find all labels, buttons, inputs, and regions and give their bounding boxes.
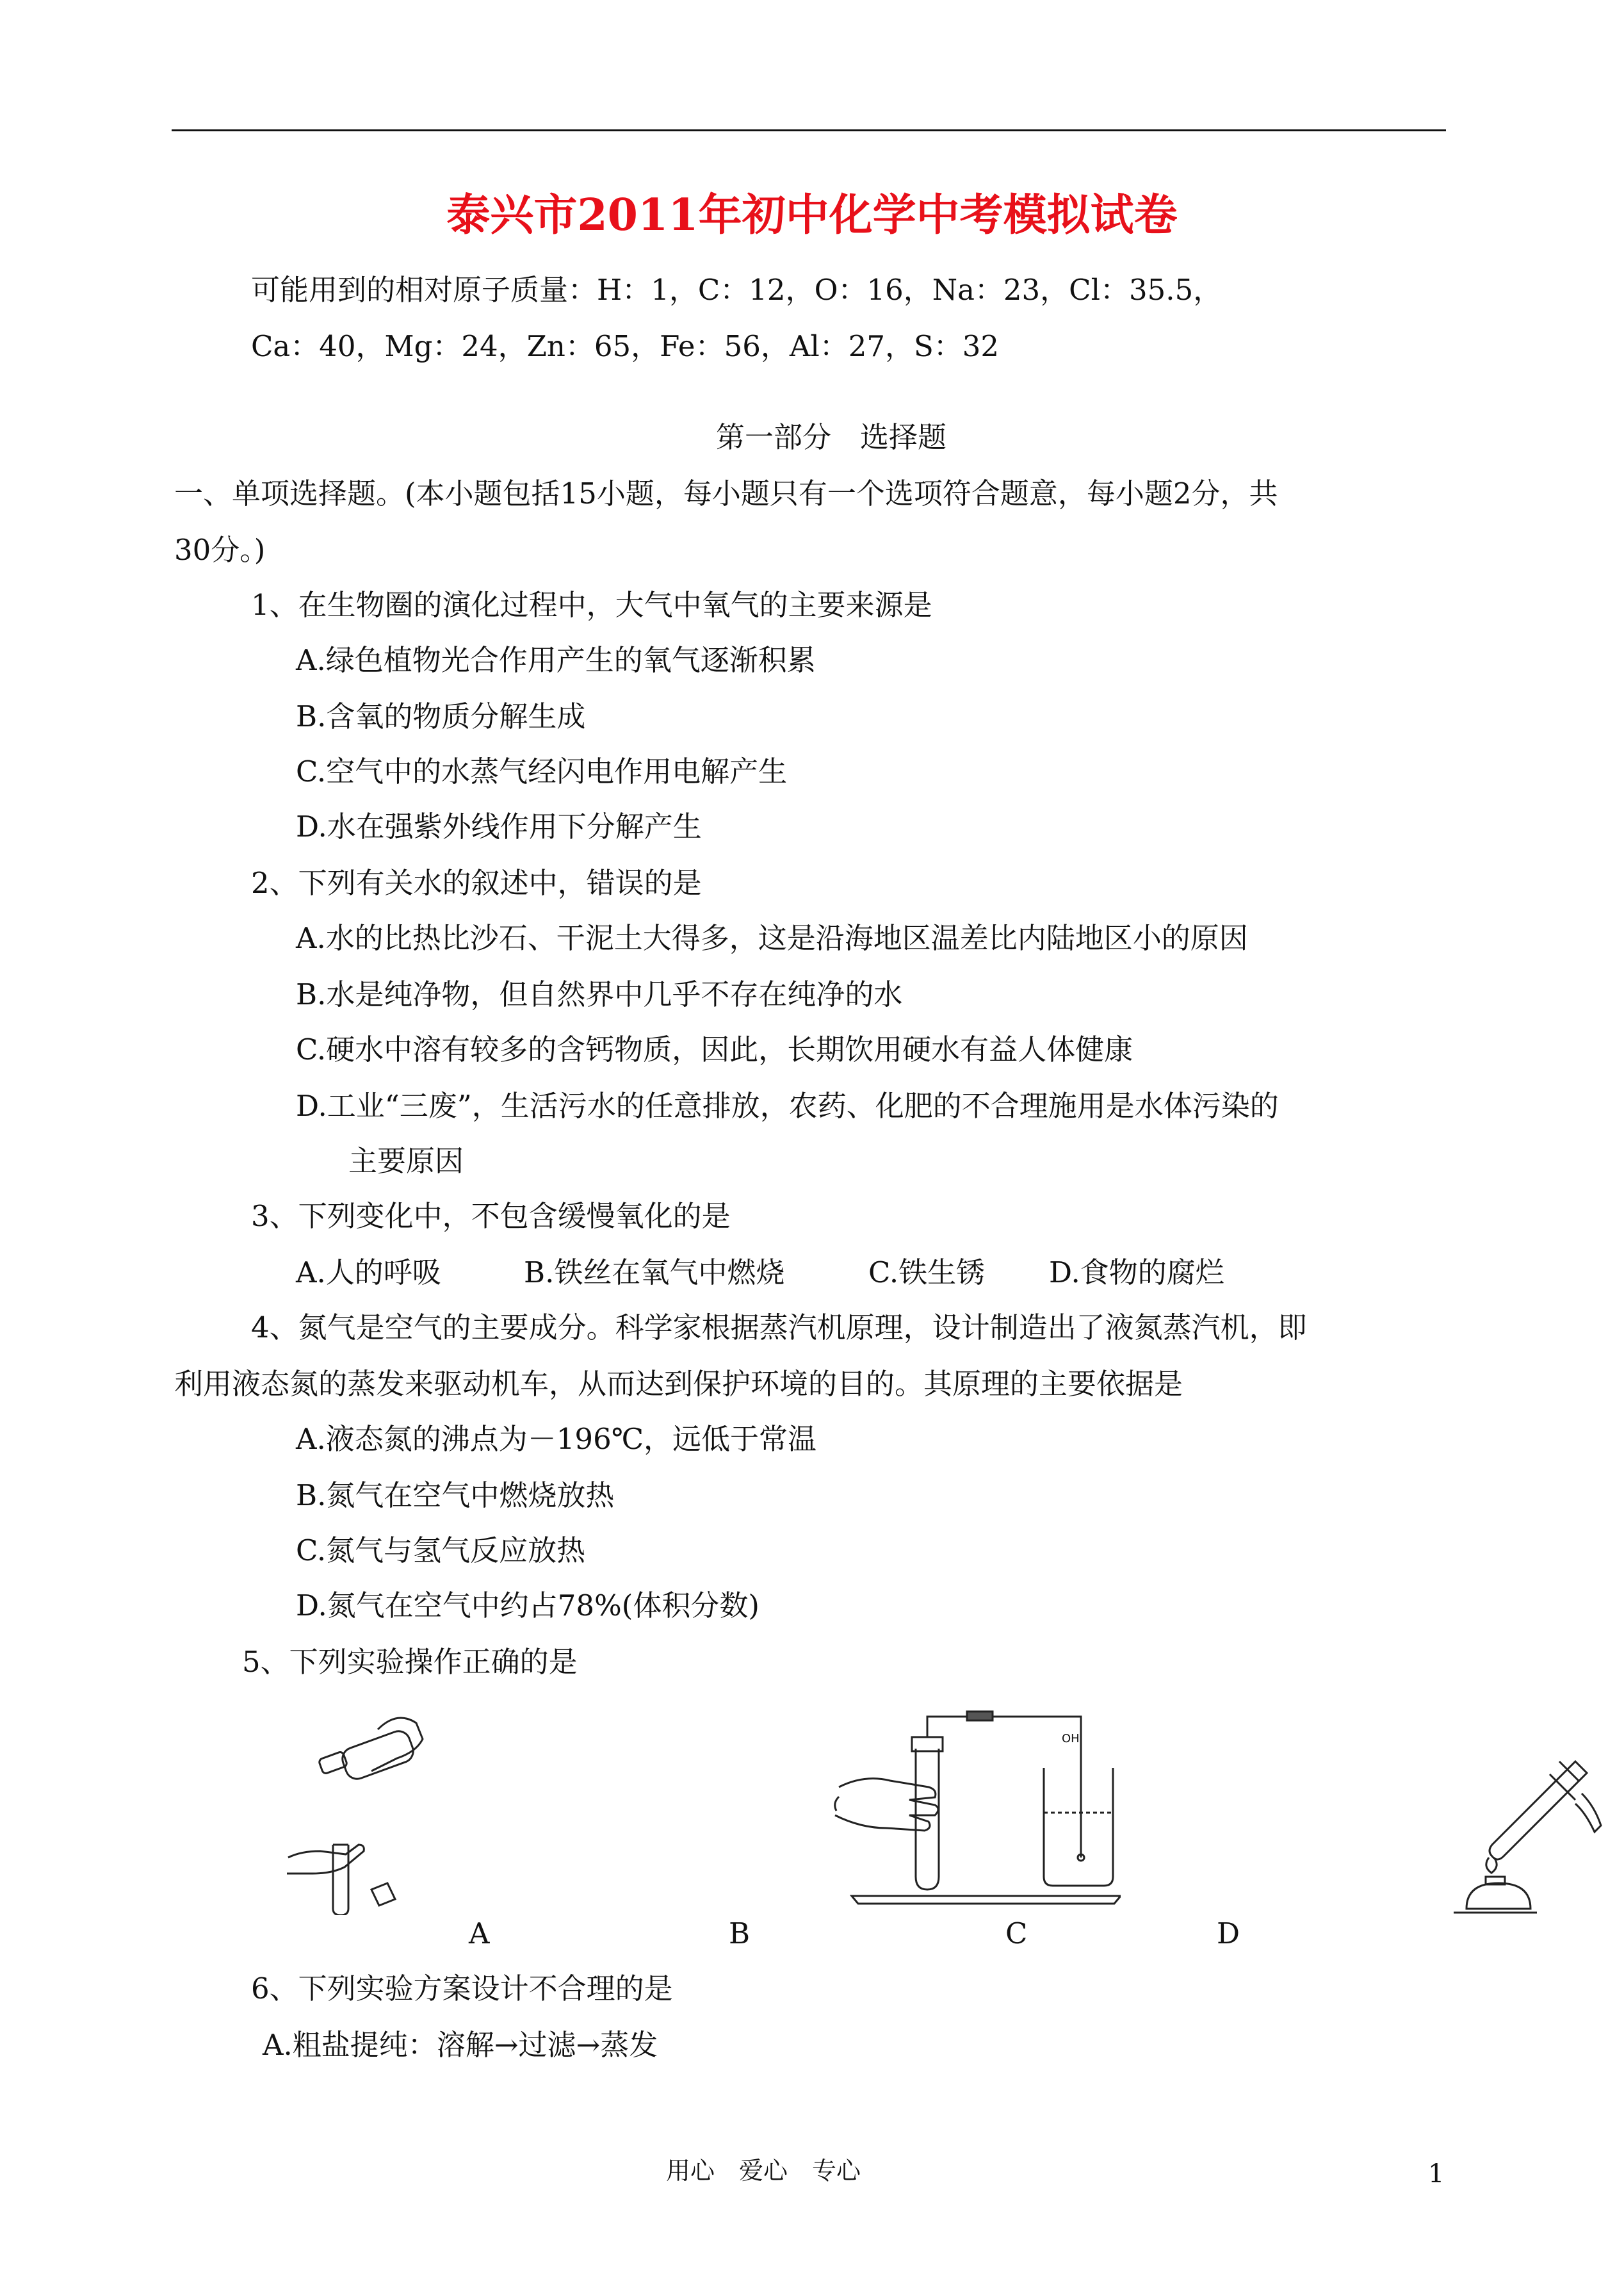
section-heading-line-1: 一、单项选择题。(本小题包括15小题，每小题只有一个选项符合题意，每小题2分，共 <box>174 477 1278 510</box>
figure-label-c: C <box>1005 1916 1028 1950</box>
question-2-option-d-continued: 主要原因 <box>348 1144 464 1178</box>
question-4-line-1: 4、氮气是空气的主要成分。科学家根据蒸汽机原理，设计制造出了液氮蒸汽机，即 <box>251 1311 1307 1344</box>
question-1-option-a: A.绿色植物光合作用产生的氧气逐渐积累 <box>296 643 816 677</box>
figure-d-tube-holder <box>1550 1761 1579 1800</box>
figure-bc-delivery-tube <box>927 1717 1081 1858</box>
question-3-option-c: C.铁生锈 <box>868 1255 986 1289</box>
question-1-stem: 1、在生物圈的演化过程中，大气中氧气的主要来源是 <box>251 588 932 622</box>
part-title: 第一部分 选择题 <box>716 420 947 454</box>
question-2-option-b: B.水是纯净物，但自然界中几乎不存在纯净的水 <box>296 977 903 1011</box>
figure-a-hand-lower <box>287 1845 364 1874</box>
figure-d-test-tube <box>1490 1761 1587 1859</box>
figure-bc-beaker <box>1044 1768 1113 1886</box>
figure-bc-hand <box>835 1779 938 1831</box>
question-3-option-a: A.人的呼吸 <box>296 1255 441 1289</box>
question-3-option-b: B.铁丝在氧气中燃烧 <box>524 1255 785 1289</box>
question-2-option-d: D.工业“三废”，生活污水的任意排放，农药、化肥的不合理施用是水体污染的 <box>296 1089 1279 1123</box>
question-1-option-b: B.含氧的物质分解生成 <box>296 699 586 733</box>
figure-a-hand <box>371 1718 423 1771</box>
header-rule <box>172 129 1446 131</box>
question-4-option-b: B.氮气在空气中燃烧放热 <box>296 1478 615 1512</box>
figure-d-hand <box>1575 1793 1601 1832</box>
page-number: 1 <box>1428 2159 1445 2189</box>
atomic-mass-line-2: Ca：40，Mg：24，Zn：65，Fe：56，Al：27，S：32 <box>251 329 1000 363</box>
question-4-option-a: A.液态氮的沸点为－196℃，远低于常温 <box>296 1422 817 1456</box>
figure-a-pouring-liquid <box>282 1704 448 1915</box>
figure-label-b: B <box>729 1916 751 1950</box>
atomic-mass-line-1: 可能用到的相对原子质量：H：1，C：12，O：16，Na：23，Cl：35.5， <box>251 273 1222 307</box>
question-1-option-c: C.空气中的水蒸气经闪电作用电解产生 <box>296 755 788 788</box>
question-4-option-c: C.氮气与氢气反应放热 <box>296 1533 586 1567</box>
figure-label-a: A <box>469 1916 490 1950</box>
beaker-mark: OH <box>1062 1732 1080 1745</box>
question-6-stem: 6、下列实验方案设计不合理的是 <box>251 1972 673 2005</box>
figure-d-flame <box>1486 1858 1497 1873</box>
figure-d-alcohol-lamp <box>1466 1883 1531 1909</box>
question-3-option-d: D.食物的腐烂 <box>1049 1255 1224 1289</box>
question-5-stem: 5、下列实验操作正确的是 <box>242 1645 578 1679</box>
question-2-option-a: A.水的比热比沙石、干泥土大得多，这是沿海地区温差比内陆地区小的原因 <box>296 921 1248 955</box>
figure-a-stopper <box>371 1883 395 1906</box>
figure-d-heating-test-tube <box>1454 1749 1620 1915</box>
question-2-option-c: C.硬水中溶有较多的含钙物质，因此，长期饮用硬水有益人体健康 <box>296 1033 1133 1066</box>
question-4-line-2: 利用液态氮的蒸发来驱动机车，从而达到保护环境的目的。其原理的主要依据是 <box>174 1367 1183 1401</box>
question-4-option-d: D.氮气在空气中约占78%(体积分数) <box>296 1589 759 1622</box>
figure-bc-base <box>852 1896 1121 1904</box>
question-6-option-a: A.粗盐提纯：溶解→过滤→蒸发 <box>263 2028 658 2062</box>
question-2-stem: 2、下列有关水的叙述中，错误的是 <box>251 866 702 900</box>
figure-label-d: D <box>1217 1916 1240 1950</box>
question-3-stem: 3、下列变化中，不包含缓慢氧化的是 <box>251 1199 731 1233</box>
exam-title: 泰兴市2011年初中化学中考模拟试卷 <box>446 190 1178 241</box>
question-1-option-d: D.水在强紫外线作用下分解产生 <box>296 810 702 844</box>
section-heading-line-2: 30分。) <box>174 533 266 567</box>
footer-motto: 用心 爱心 专心 <box>666 2157 861 2185</box>
